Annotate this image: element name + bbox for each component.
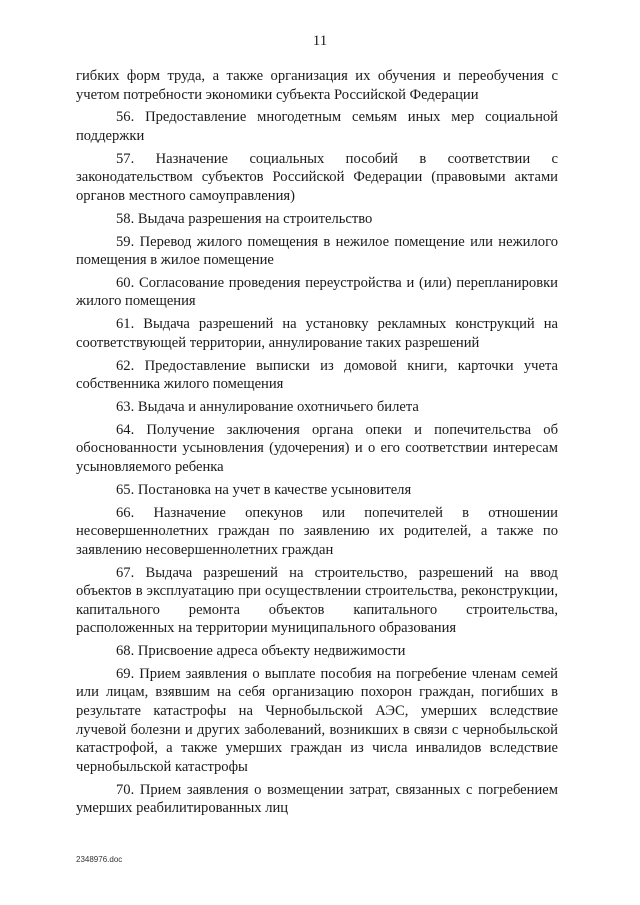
paragraph-continuation: гибких форм труда, а также организация их обучения и переобучения с учетом потребности экономики субъекта Российской Федерации [76,68,558,103]
list-item-56: 56. Предоставление многодетным семьям иных мер социальной поддержки [76,109,558,144]
list-item-65: 65. Постановка на учет в качестве усыновителя [116,481,412,498]
list-item-70: 70. Прием заявления о возмещении затрат, связанных с погребением умерших реабилитированных лиц [76,781,558,817]
list-item-64: 64. Получение заключения органа опеки и попечительства об обоснованности усыновления (удочерения) и о его соответствии интересам усыновляемого ребенка [76,421,558,475]
list-item-62: 62. Предоставление выписки из домовой книги, карточки учета собственника жилого помещения [76,357,558,393]
list-item-63: 63. Выдача и аннулирование охотничьего билета [116,399,419,415]
list-item-67: 67. Выдача разрешений на строительство, разрешений на ввод объектов в эксплуатацию при осуществлении строительства, реконструкции, капитального ремонта объектов капитального строительства, расположенных на территории муниципального образования [76,564,558,637]
list-item-59: 59. Перевод жилого помещения в нежилое помещение или нежилого помещения в жилое помещение [76,233,558,269]
list-item-58: 58. Выдача разрешения на строительство [116,210,373,227]
list-item-60: 60. Согласование проведения переустройства и (или) перепланировки жилого помещения [76,274,558,310]
page-number: 11 [312,33,328,49]
list-item-66: 66. Назначение опекунов или попечителей в отношении несовершеннолетних граждан по заявлению их родителей, а также по заявлению несовершеннолетних граждан [76,504,558,558]
list-item-61: 61. Выдача разрешений на установку рекламных конструкций на соответствующей территории, аннулирование таких разрешений [76,316,558,351]
document-body [76,67,558,822]
list-item-57: 57. Назначение социальных пособий в соответствии с законодательством субъектов Российской Федерации (правовыми актами органов местного самоуправления) [76,150,558,204]
list-item-68: 68. Присвоение адреса объекту недвижимости [116,643,406,660]
list-item-69: 69. Прием заявления о выплате пособия на погребение членам семей или лицам, взявшим на себя организацию похорон граждан, погибших в результате катастрофы на Чернобыльской АЭС, умерших вследствие лучевой болезни и других заболеваний, возникших в связи с чернобыльской катастрофой, а также умерших граждан из числа инвалидов вследствие чернобыльской катастрофы [76,665,558,775]
document-file-footer: 2348976.doc [76,855,123,864]
